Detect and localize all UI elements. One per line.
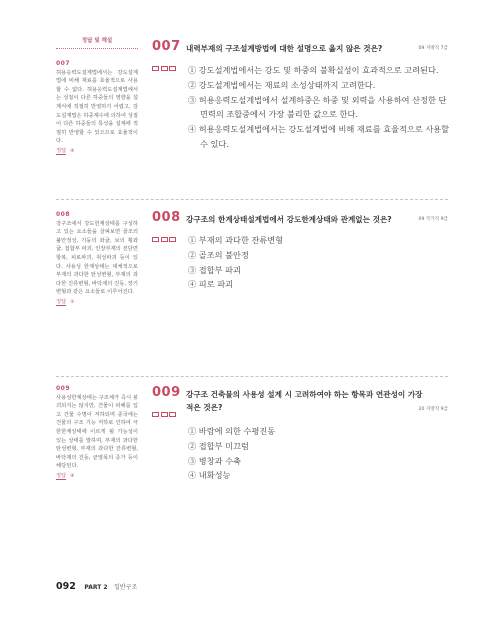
question-source: 09 지방직 7급 [418, 46, 448, 51]
section-divider [56, 199, 448, 200]
option-4[interactable]: ④ 피로 파괴 [188, 279, 234, 290]
question-number: 007 [152, 39, 181, 54]
part-label: PART 2 [84, 584, 108, 591]
answers-sidebar [56, 37, 138, 55]
option-1[interactable]: ① 바람에 의한 수평진동 [188, 426, 276, 436]
answer-number: 007 [56, 60, 71, 67]
answer-number: 008 [56, 211, 71, 218]
answer-number: 009 [56, 385, 71, 392]
question-number: 009 [152, 385, 181, 400]
answer-block-009 [56, 385, 138, 481]
part-title: 일반구조 [114, 584, 138, 591]
option-list [188, 424, 450, 483]
section-divider [56, 376, 448, 377]
option-4[interactable]: ④ 허용응력도설계법에서는 강도설계법에 비해 재료를 효율적으로 사용할 수 있다. [188, 124, 450, 149]
answer-tag: 정답 [56, 472, 67, 479]
answers-header: 정답 및 해설 [56, 37, 138, 49]
option-1[interactable]: ① 부재의 과다한 잔류변형 [188, 235, 284, 245]
question-source: 09 국가직 9급 [418, 217, 448, 222]
option-2[interactable]: ② 접합부 미끄럼 [188, 440, 249, 451]
answer-explanation: 강구조에서 강도한계상태를 구성하고 있는 요소들을 살펴보면 골조의 불안정성, 기둥의 좌굴, 보의 횡좌굴, 접합부 파괴, 인장부재의 전단면 항복, 피로파괴, 취성파괴 등이 있다. 사용성 한계상태는 대체적으로 부재의 과다한 탄성변형, 부재의 과다한 진류변형, 바닥재의 진동, 장기변형과 같은 요소들로 이루어진다. [56, 220, 138, 296]
answer-tag: 정답 [56, 147, 67, 154]
answer-block-008 [56, 211, 138, 307]
option-1[interactable]: ① 강도설계법에서는 강도 및 하중의 불확실성이 효과적으로 고려된다. [188, 65, 439, 75]
answer-block-007 [56, 60, 138, 156]
answer-explanation: 허용응력도설계법에서는 강도설계법에 비해 재료를 효율적으로 사용할 수 없다. 허용응력도설계법에서는 성질이 다른 하중들의 영향을 설계식에 적절히 반영하기 어렵고, 강도설계법은 하중계수에 의하여 성질이 다른 하중들의 특성을 설계에 적절히 반영할 수 있으므로 효율적이다. [56, 69, 138, 145]
answer-explanation: 사용성한계상태는 구조체가 즉시 붕괴되지는 않지만, 건물이 피해를 입고 건물 수명이 저하되며 종국에는 건물의 구조 기능 저하로 인하여 극한한계상태에 이르게 될 가능성이 있는 상태를 말하며, 부재의 과다한 탄성변형, 부재의 과다한 잔류변형, 바닥재의 진동, 균열폭의 증가 등이 해당된다. [56, 394, 138, 470]
question-009 [152, 386, 452, 536]
page-footer [56, 581, 137, 592]
answer-line [56, 472, 138, 481]
option-4[interactable]: ④ 내화성능 [188, 470, 231, 481]
option-list [188, 233, 450, 292]
question-text: 내력부재의 구조설계방법에 대한 설명으로 옳지 않은 것은? [186, 44, 383, 53]
answer-line [56, 147, 138, 156]
option-2[interactable]: ② 골조의 불안정 [188, 249, 249, 260]
check-boxes[interactable] [152, 402, 178, 421]
question-007 [152, 40, 452, 190]
option-2[interactable]: ② 강도설계법에서는 재료의 소성상태까지 고려한다. [188, 79, 376, 90]
answer-value: ④ [69, 472, 75, 479]
question-number: 008 [152, 210, 181, 225]
question-text: 강구조의 한계상태설계법에서 강도한계상태와 관계없는 것은? [186, 215, 392, 224]
option-list [188, 63, 450, 152]
option-3[interactable]: ③ 허용응력도설계법에서 설계하중은 하중 및 외력을 사용하여 산정한 단면력의 조합중에서 가장 불리한 값으로 한다. [188, 94, 447, 120]
question-008 [152, 211, 452, 361]
page-number: 092 [56, 581, 76, 592]
answer-tag: 정답 [56, 298, 67, 305]
option-3[interactable]: ③ 접합부 파괴 [188, 264, 241, 275]
option-3[interactable]: ③ 병창과 수축 [188, 455, 241, 466]
question-source: 20 지방직 9급 [418, 407, 448, 412]
answer-value: ① [69, 298, 75, 305]
answer-value: ④ [69, 147, 75, 154]
answer-line [56, 298, 138, 307]
check-boxes[interactable] [152, 227, 178, 246]
check-boxes[interactable] [152, 56, 178, 75]
question-text: 강구조 건축물의 사용성 설계 시 고려하여야 하는 항목과 연관성이 가장 적은 것은? [186, 390, 423, 412]
